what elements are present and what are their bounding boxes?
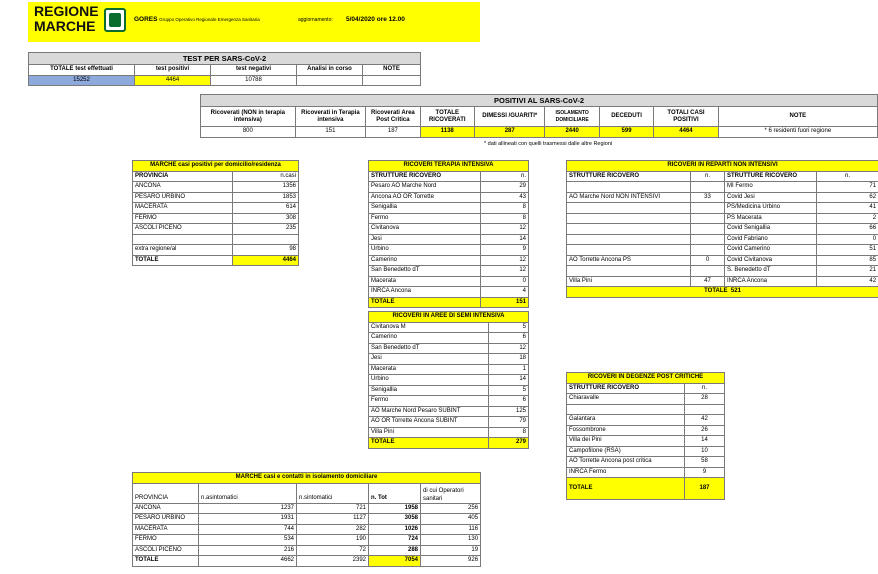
table-cell [233,234,299,245]
post-critical-total-label: TOTALE [567,478,685,500]
table-cell: San Benedetto dT [369,343,489,354]
isolation-total-value: 4662 [199,556,297,567]
table-cell: Villa Pini [369,427,489,438]
table-cell [133,234,233,245]
intensive-col1: STRUTTURE RICOVERO [369,171,481,182]
positives-value: 800 [201,127,296,138]
table-cell [567,245,691,256]
table-cell [567,404,685,415]
positives-footnote: * dati allineati con quelli trasmessi dalle altre Regioni [484,141,613,147]
table-row [133,245,299,256]
table-cell: S. Benedetto dT [725,266,817,277]
table-row [567,457,725,468]
table-cell: 58 [685,457,725,468]
table-cell: Senigallia [369,385,489,396]
table-cell: 42 [817,276,878,287]
table-cell: 282 [297,524,369,535]
table-cell [567,234,691,245]
table-row [567,224,878,235]
table-row [369,427,529,438]
table-cell: 12 [481,224,529,235]
table-cell: 79 [489,417,529,428]
table-row [567,213,878,224]
table-row [567,234,878,245]
isolation-total-value: 7054 [369,556,421,567]
table-cell: MACERATA [133,524,199,535]
table-cell: PS/Medicina Urbino [725,203,817,214]
positives-value: * 6 residenti fuori regione [718,127,877,138]
table-cell: 8 [489,427,529,438]
semi-intensive-total-value: 279 [489,438,529,449]
table-row [369,406,529,417]
isolation-total-value: 926 [421,556,481,567]
table-cell: PS Macerata [725,213,817,224]
table-row [369,364,529,375]
tests-header: TOTALE test effettuati [29,65,135,76]
isolation-header: n.asintomatici [199,483,297,503]
tests-header: Analisi in corso [297,65,363,76]
table-row [133,203,299,214]
table-cell: 21 [817,266,878,277]
tests-total-value: 15252 [29,75,135,86]
tests-positive-value: 4464 [135,75,211,86]
positives-header: Ricoverati (NON in terapia intensiva) [201,107,296,127]
table-cell: 14 [489,375,529,386]
domicile-total-value: 4464 [233,255,299,266]
table-cell: 0 [817,234,878,245]
table-cell: ANCONA [133,503,199,514]
table-cell: 6 [489,333,529,344]
positives-header: ISOLAMENTO DOMICILIARE [545,107,599,127]
logo-text [34,4,99,34]
positives-value: 599 [599,127,653,138]
domicile-table [132,160,299,266]
isolation-header: n. Tot [369,483,421,503]
table-cell: 216 [199,545,297,556]
table-row [369,276,529,287]
table-cell: ASCOLI PICENO [133,224,233,235]
table-cell [685,404,725,415]
tests-pending-value [297,75,363,86]
table-cell: San Benedetto dT [369,266,481,277]
table-cell: 10 [685,446,725,457]
table-row [369,224,529,235]
table-cell: 190 [297,535,369,546]
post-critical-total-value: 187 [685,478,725,500]
table-row [567,245,878,256]
table-row [369,375,529,386]
intensive-total-label: TOTALE [369,297,481,308]
table-row [133,182,299,193]
table-cell: FERMO [133,535,199,546]
table-row [369,213,529,224]
table-cell: 14 [685,436,725,447]
table-cell [567,213,691,224]
tests-title: TEST PER SARS-CoV-2 [29,53,421,65]
non-intensive-table [566,160,878,298]
table-cell: 8 [481,203,529,214]
tests-header: test positivi [135,65,211,76]
table-cell: 5 [489,322,529,333]
table-cell: 0 [481,276,529,287]
table-cell: Camerino [369,333,489,344]
table-row [133,192,299,203]
table-row [369,182,529,193]
table-row [369,287,529,298]
isolation-header: n.sintomatici [297,483,369,503]
positives-header: DECEDUTI [599,107,653,127]
table-row [567,436,725,447]
update-date: 5/04/2020 ore 12.00 [346,16,405,23]
table-row [133,234,299,245]
table-cell: 1958 [369,503,421,514]
isolation-header: PROVINCIA [133,483,199,503]
table-row [567,255,878,266]
tests-header: NOTE [363,65,421,76]
positives-value: 2440 [545,127,599,138]
table-cell: 8 [481,213,529,224]
table-cell: Galantara [567,415,685,426]
table-row [369,255,529,266]
positives-header: TOTALI CASI POSITIVI [654,107,718,127]
table-cell: AO Torrette Ancona PS [567,255,691,266]
table-cell: extra regione/al [133,245,233,256]
org-full: Gruppo Operativo Regionale Emergenza Sanitaria [159,17,260,22]
positives-header: DIMESSI /GUARITI* [474,107,545,127]
table-row [567,394,725,405]
update-label: aggiornamento: [298,17,333,23]
table-cell: AO OR Torrette Ancona SUBINT [369,417,489,428]
post-critical-table [566,372,725,500]
table-cell: 47 [691,276,725,287]
org-label [134,16,260,23]
domicile-total-label: TOTALE [133,255,233,266]
region-logo-icon [104,8,126,32]
table-cell: PESARO URBINO [133,192,233,203]
positives-table [200,94,878,138]
table-cell [691,182,725,193]
table-cell: 66 [817,224,878,235]
non-intensive-total-label: TOTALE [704,288,728,295]
intensive-title: RICOVERI TERAPIA INTENSIVA [369,161,529,172]
table-row [567,467,725,478]
logo-line1: REGIONE [34,3,99,19]
table-row [369,343,529,354]
table-cell: 1853 [233,192,299,203]
post-critical-title: RICOVERI IN DEGENZE POST CRITICHE [567,373,725,384]
table-cell: Covid Senigallia [725,224,817,235]
table-row [133,524,481,535]
table-cell: 5 [489,385,529,396]
non-intensive-col3: STRUTTURE RICOVERO [725,171,817,182]
table-cell: 85 [817,255,878,266]
table-cell: 308 [233,213,299,224]
intensive-table [368,160,529,308]
table-cell: 235 [233,224,299,235]
header-banner [28,2,480,42]
table-cell: 71 [817,182,878,193]
table-cell: 534 [199,535,297,546]
table-row [369,203,529,214]
table-cell [691,203,725,214]
table-cell [567,224,691,235]
domicile-title: MARCHE casi positivi per domicilio/residenza [133,161,299,172]
domicile-col2: n.casi [233,171,299,182]
table-cell: 1026 [369,524,421,535]
table-cell: 1237 [199,503,297,514]
table-cell: 721 [297,503,369,514]
table-cell: 43 [481,192,529,203]
table-cell: 98 [233,245,299,256]
table-cell: MACERATA [133,203,233,214]
table-row [567,446,725,457]
table-cell: Urbino [369,375,489,386]
positives-header: Ricoverati in Terapia intensiva [295,107,366,127]
table-cell: MI Fermo [725,182,817,193]
table-cell: Villa Pini [567,276,691,287]
table-row [133,213,299,224]
positives-header: NOTE [718,107,877,127]
table-cell: INRCA Ancona [725,276,817,287]
table-row [369,234,529,245]
table-cell [691,245,725,256]
table-row [567,182,878,193]
table-cell: 18 [489,354,529,365]
table-cell: 51 [817,245,878,256]
table-row [369,266,529,277]
table-cell: Campofilone (RSA) [567,446,685,457]
table-cell: 1931 [199,514,297,525]
table-cell [691,224,725,235]
table-cell: 42 [685,415,725,426]
table-cell: 12 [481,255,529,266]
table-cell: 125 [489,406,529,417]
intensive-total-value: 151 [481,297,529,308]
table-cell [691,213,725,224]
table-cell: 1 [489,364,529,375]
table-cell: 256 [421,503,481,514]
post-critical-col1: STRUTTURE RICOVERO [567,383,685,394]
table-cell: INRCA Ancona [369,287,481,298]
table-cell: Chiaravalle [567,394,685,405]
isolation-table [132,472,481,567]
table-cell: 288 [369,545,421,556]
table-cell: 3058 [369,514,421,525]
table-cell: 116 [421,524,481,535]
tests-header: test negativi [211,65,297,76]
positives-header: TOTALE RICOVERATI [420,107,474,127]
positives-title: POSITIVI AL SARS-CoV-2 [201,95,878,107]
table-cell: Macerata [369,364,489,375]
table-cell: Covid Civitanova [725,255,817,266]
table-cell: Civitanova [369,224,481,235]
table-cell: AO Marche Nord NON INTENSIVI [567,192,691,203]
table-cell: Covid Fabriano [725,234,817,245]
table-cell: 12 [489,343,529,354]
table-cell: ANCONA [133,182,233,193]
table-cell: Jesi [369,234,481,245]
logo-line2: MARCHE [34,18,96,34]
domicile-col1: PROVINCIA [133,171,233,182]
intensive-col2: n. [481,171,529,182]
semi-intensive-table [368,311,529,449]
table-cell: PESARO URBINO [133,514,199,525]
table-cell: 6 [489,396,529,407]
table-row [567,266,878,277]
table-cell: 405 [421,514,481,525]
table-cell: 2 [817,213,878,224]
tests-table [28,52,421,86]
table-cell: AO Marche Nord Pesaro SUBINT [369,406,489,417]
table-cell: Jesi [369,354,489,365]
table-cell: Fermo [369,396,489,407]
non-intensive-col1: STRUTTURE RICOVERO [567,171,691,182]
table-cell: 26 [685,425,725,436]
table-cell: 19 [421,545,481,556]
table-cell: Senigallia [369,203,481,214]
table-row [567,203,878,214]
positives-value: 1138 [420,127,474,138]
table-row [369,192,529,203]
post-critical-col2: n. [685,383,725,394]
positives-value: 187 [366,127,420,138]
table-cell: 29 [481,182,529,193]
table-row [567,404,725,415]
table-cell: Fossombrone [567,425,685,436]
table-cell: 130 [421,535,481,546]
non-intensive-col2: n. [691,171,725,182]
table-cell: 14 [481,234,529,245]
table-row [369,417,529,428]
table-row [133,535,481,546]
table-row [369,396,529,407]
table-cell: 9 [685,467,725,478]
table-cell [567,182,691,193]
table-row [567,192,878,203]
table-cell: Ancona AO OR Torrette [369,192,481,203]
table-cell: Fermo [369,213,481,224]
isolation-title: MARCHE casi e contatti in isolamento domiciliare [133,473,481,484]
table-row [567,425,725,436]
table-cell: 62 [817,192,878,203]
table-cell [567,203,691,214]
table-cell: Camerino [369,255,481,266]
table-cell: 744 [199,524,297,535]
table-cell: 41 [817,203,878,214]
table-cell: 0 [691,255,725,266]
table-cell: Villa dei Pini [567,436,685,447]
isolation-total-value: 2392 [297,556,369,567]
isolation-total-label: TOTALE [133,556,199,567]
table-cell: 724 [369,535,421,546]
non-intensive-total [567,287,878,298]
table-cell: 33 [691,192,725,203]
positives-value: 287 [474,127,545,138]
table-cell: Urbino [369,245,481,256]
table-row [369,354,529,365]
table-cell [691,266,725,277]
semi-intensive-total-label: TOTALE [369,438,489,449]
non-intensive-title: RICOVERI IN REPARTI NON INTENSIVI [567,161,878,172]
table-cell: 1127 [297,514,369,525]
table-cell: Pesaro AO Marche Nord [369,182,481,193]
table-cell: 614 [233,203,299,214]
table-row [133,514,481,525]
table-cell: FERMO [133,213,233,224]
tests-negative-value: 10788 [211,75,297,86]
semi-intensive-title: RICOVERI IN AREE DI SEMI INTENSIVA [369,312,529,323]
table-row [567,276,878,287]
org-short: GORES [134,16,158,23]
non-intensive-total-value: 521 [730,288,741,295]
table-cell: AO Torrette Ancona post critica [567,457,685,468]
table-cell: Civitanova M [369,322,489,333]
table-cell [567,266,691,277]
table-cell: 1356 [233,182,299,193]
table-cell: INRCA Fermo [567,467,685,478]
table-cell: 12 [481,266,529,277]
table-cell: Covid Jesi [725,192,817,203]
table-row [133,224,299,235]
table-cell [691,234,725,245]
table-cell: 9 [481,245,529,256]
positives-value: 4464 [654,127,718,138]
table-cell: Covid Camerino [725,245,817,256]
table-row [133,545,481,556]
tests-note-value [363,75,421,86]
table-row [567,415,725,426]
non-intensive-col4: n. [817,171,878,182]
table-cell: 4 [481,287,529,298]
positives-header: Ricoverati Area Post Critica [366,107,420,127]
table-cell: 28 [685,394,725,405]
positives-value: 151 [295,127,366,138]
table-row [369,385,529,396]
table-cell: Macerata [369,276,481,287]
table-row [369,333,529,344]
isolation-header: di cui Operatori sanitari [421,483,481,503]
table-row [369,245,529,256]
table-cell: ASCOLI PICENO [133,545,199,556]
table-row [133,503,481,514]
table-row [369,322,529,333]
table-cell: 72 [297,545,369,556]
